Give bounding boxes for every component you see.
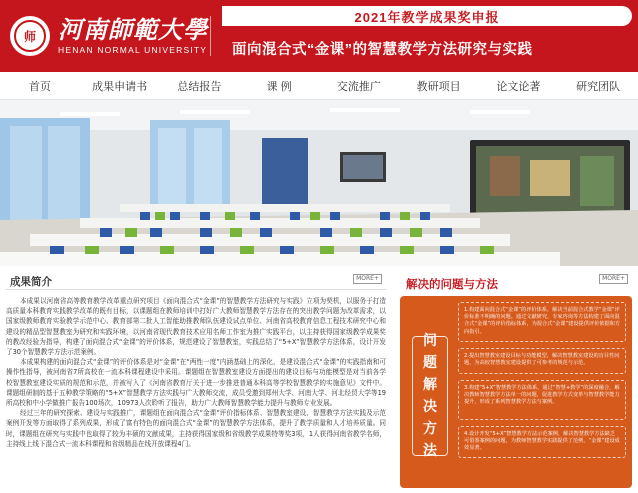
- summary-header: [6, 272, 386, 290]
- classroom-banner-image: [0, 100, 638, 266]
- header-divider: [210, 16, 211, 56]
- university-name-en: HENAN NORMAL UNIVERSITY: [58, 45, 208, 55]
- project-title: 面向混合式“金课”的智慧教学方法研究与实践: [232, 42, 533, 58]
- main-nav: [0, 72, 638, 100]
- vertical-label: 问 题 解 决 方 法: [412, 336, 448, 456]
- summary-more-button[interactable]: MORE+: [353, 274, 382, 284]
- solutions-panel: [400, 296, 632, 488]
- solution-item[interactable]: 3.构建“5+X”智慧教学方法体系，通过“智慧+教学”的深度融合，解决教师智慧教学方法单一的问题，促进教学方式变革与智慧教学能力提升，形成了系列智慧教学方法与案例。: [458, 380, 626, 420]
- summary-paragraph: 经过三年的研究探索、建设与实践推广，课题组在面向混合式“金课”评价指标体系、智慧教室建设、智慧教学方法实践及示范案例开发等方面取得了系列成果，形成了富有特色的面向混合式“金课”的智慧教学方法体系，提升了教学质量和人才培养质量。同时，课题组在研究与实践中也取得了较为丰硕的文献成果，主持获得国家级和省级教学成果特等奖3项，1人获得河南省教学名师，主持线上线下混合式一流本科课程和省级精品在线开放课程4门。: [6, 409, 386, 448]
- summary-paragraph: 本成果构建的面向混合式“金课”的评价体系是对“金课”在“两性一度”内涵基础上的深化，是建设混合式“金课”的实践指南和可操作性指导，被河南省7所高校在一流本科课程建设中采用。课题组在智慧教室建设方面提出的建设目标与功能模型是对当前各学校智慧教室建设实质的规范和示范，并被写入了《河南省教育厅关于进一步推进普通本科高等学校智慧教学的实施意见》文件中。课题组研制的基于五种教学策略的“5+X”智慧教学方法实践与广大教师交流，成员受邀到郑州大学、河南大学、河北经贸大学等19所高校和中小学做推广报告100场次，10973人次聆听了报告，助力广大教师智慧教学能力提升与教师专业发展。: [6, 358, 386, 408]
- nav-item-application[interactable]: 成果申请书: [92, 80, 148, 93]
- classroom-illustration: [0, 100, 638, 266]
- solutions-more-button[interactable]: MORE+: [599, 274, 628, 284]
- summary-text: [6, 296, 386, 492]
- summary-title: 成果简介: [10, 276, 52, 288]
- nav-item-papers[interactable]: 论文论著: [496, 80, 541, 93]
- nav-item-home[interactable]: 首页: [28, 80, 51, 93]
- nav-item-team[interactable]: 研究团队: [576, 80, 621, 93]
- solutions-section: [400, 272, 632, 490]
- university-seal-icon: 师: [10, 16, 50, 56]
- nav-item-cases[interactable]: 课 例: [266, 80, 292, 93]
- nav-item-research-projects[interactable]: 教研项目: [416, 80, 461, 93]
- solutions-title: 解决的问题与方法: [406, 277, 498, 291]
- solution-item[interactable]: 1.构建面向混合式“金课”的评价体系，解决当前混合式教学“金课”评价标准不明确的问题。通过文献研究、专家咨询等方法构建了面向混合式“金课”的评价指标体系，为混合式“金课”建设提供评价依据和方向指引。: [458, 302, 626, 342]
- award-title: 2021年教学成果奖申报: [354, 9, 500, 25]
- solutions-header: [400, 272, 632, 290]
- solution-list: [458, 302, 626, 464]
- university-name-cn: 河南師範大學: [58, 15, 208, 44]
- university-logo[interactable]: [10, 8, 220, 64]
- summary-paragraph: 本成果以河南省高等教育教学改革重点研究项目《面向混合式“金课”的智慧教学方法研究与实践》立项为契机，以服务于打造高质量本科教育实践教学改革的既有目标，以课题组在教师培训中打好广大教师智慧教学方法存在的突出教学问题为改革需求，以国家级教师教育实验教学示范中心、教育部第二批人工智能助推教师队伍建设试点单位、河南省高校教育信息工程技术研究中心和建设的精品型智慧教室为研究和实践环境，以河南省现代教育技术应用名师工作室为推广实践平台，以主持获得国家级教学成果奖的教改经验为指导，构建了面向混合式“金课”的评价体系，规范建设了智慧教室，实践总结了“5+X”智慧教学方法体系，设计开发了30个智慧教学方法示范案例。: [6, 297, 386, 357]
- solution-item[interactable]: 4.设计开发“5+X”智慧教学方法示范案例，解决智慧教学方法缺乏可借鉴案例的问题，为教师智慧教学实践提供了范例，“金课”建设成效显著。: [458, 426, 626, 458]
- nav-item-summary-report[interactable]: 总结报告: [177, 80, 222, 93]
- summary-section: [6, 272, 386, 490]
- site-header: [0, 0, 638, 72]
- solution-item[interactable]: 2.提出智慧教室建设目标与功能模型，解决智慧教室建设的盲目性问题，为高校智慧教室建设提供了可参考的规范与示范。: [458, 348, 626, 374]
- award-banner: [222, 6, 632, 26]
- nav-item-promotion[interactable]: 交流推广: [336, 80, 381, 93]
